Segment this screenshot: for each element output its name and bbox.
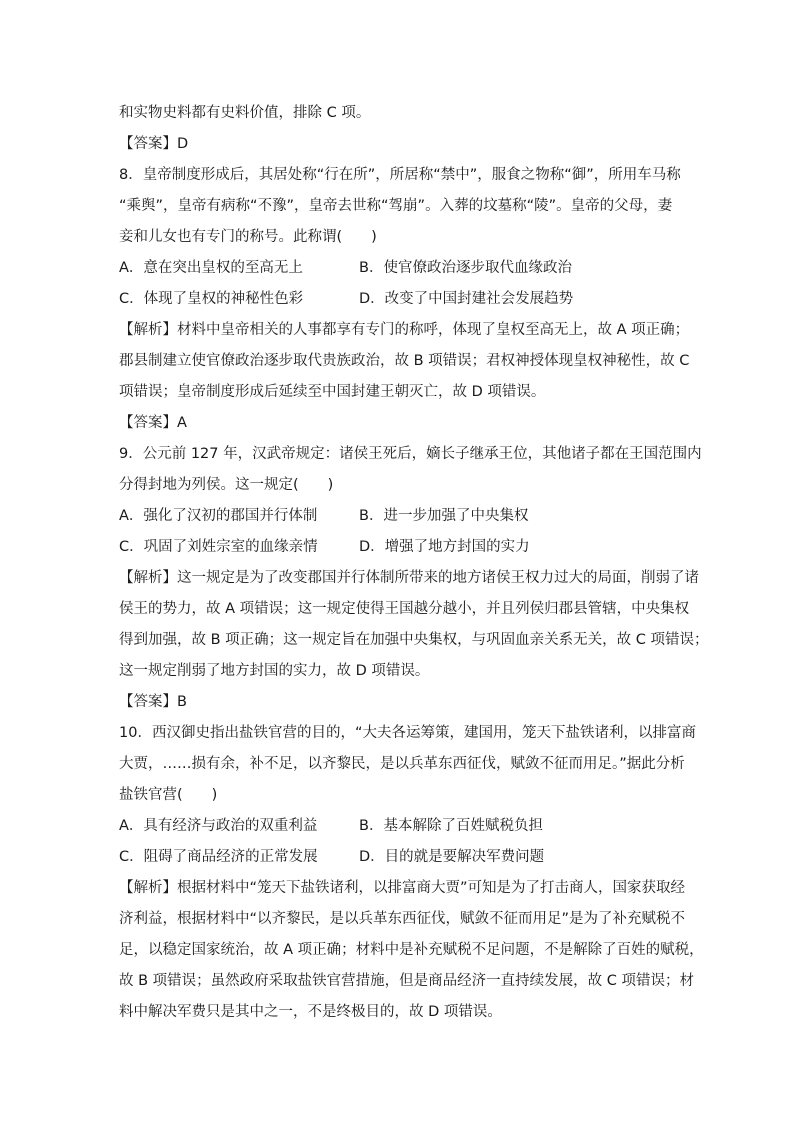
question-10 <box>119 721 704 1025</box>
option-c: C．体现了皇权的神秘性色彩 <box>119 291 304 307</box>
answer-line: 【答案】A <box>119 415 187 431</box>
options-row <box>119 535 687 560</box>
options-row <box>119 256 687 281</box>
question-stem-line: “乘舆”，皇帝有病称“不豫”，皇帝去世称“驾崩”。入葬的坟墓称“陵”。皇帝的父母，妻 <box>119 198 673 214</box>
option-b: B．基本解除了百姓赋税负担 <box>359 818 543 834</box>
question-stem-line: 大贾，……损有余，补不足，以齐黎民，是以兵革东西征伐，赋敛不征而用足。”据此分析 <box>119 756 685 772</box>
question-stem-line: 8．皇帝制度形成后，其居处称“行在所”，所居称“禁中”，服食之物称“御”，所用车马称 <box>119 167 681 183</box>
option-b: B．使官僚政治逐步取代血缘政治 <box>359 260 572 276</box>
option-c: C．巩固了刘姓宗室的血缘亲情 <box>119 539 318 555</box>
option-d: D．目的就是要解决军费问题 <box>359 849 545 865</box>
answer-line: 【答案】D <box>119 136 189 152</box>
options-row <box>119 814 687 839</box>
question-stem-line: 9．公元前 127 年，汉武帝规定：诸侯王死后，嫡长子继承王位，其他诸子都在王国范围内 <box>119 446 702 462</box>
answer-line: 【答案】B <box>119 694 187 710</box>
analysis-line: 这一规定削弱了地方封国的实力，故 D 项错误。 <box>119 663 430 679</box>
analysis-line: 得到加强，故 B 项正确；这一规定旨在加强中央集权，与巩固血亲关系无关，故 C 项错误； <box>119 632 709 648</box>
options-row <box>119 845 687 870</box>
analysis-line: 【解析】这一规定是为了改变郡国并行体制所带来的地方诸侯王权力过大的局面，削弱了诸 <box>119 570 699 586</box>
analysis-line: 【解析】材料中皇帝相关的人事都享有专门的称呼，体现了皇权至高无上，故 A 项正确； <box>119 322 690 338</box>
question-stem-line: 分得封地为列侯。这一规定( ) <box>119 477 334 493</box>
analysis-line: 侯王的势力，故 A 项错误；这一规定使得王国越分越小，并且列侯归郡县管辖，中央集权 <box>119 601 690 617</box>
option-d: D．改变了中国封建社会发展趋势 <box>359 291 574 307</box>
analysis-line: 【解析】根据材料中“笼天下盐铁诸利，以排富商大贾”可知是为了打击商人，国家获取经 <box>119 880 686 896</box>
question-stem-line: 妾和儿女也有专门的称号。此称谓( ) <box>119 229 377 245</box>
document-content <box>119 101 709 1031</box>
analysis-line: 郡县制建立使官僚政治逐步取代贵族政治，故 B 项错误；君权神授体现皇权神秘性，故 C <box>119 353 690 369</box>
analysis-line: 故 B 项错误；虽然政府采取盐铁官营措施，但是商品经济一直持续发展，故 C 项错误；材 <box>119 973 695 989</box>
options-row <box>119 287 687 312</box>
question-stem-line: 盐铁官营( ) <box>119 787 218 803</box>
option-c: C．阻碍了商品经济的正常发展 <box>119 849 318 865</box>
analysis-line: 足，以稳定国家统治，故 A 项正确；材料中是补充赋税不足问题，不是解除了百姓的赋税， <box>119 942 704 958</box>
option-a: A．具有经济与政治的双重利益 <box>119 818 318 834</box>
analysis-line: 济利益，根据材料中“以齐黎民，是以兵革东西征伐，赋敛不征而用足”是为了补充赋税不 <box>119 911 686 927</box>
option-a: A．意在突出皇权的至高无上 <box>119 260 303 276</box>
options-row <box>119 504 687 529</box>
question-9 <box>119 442 709 715</box>
question-8 <box>119 163 690 436</box>
question-stem-line: 10．西汉御史指出盐铁官营的目的，“大夫各运筹策，建国用，笼天下盐铁诸利，以排富商 <box>119 725 696 741</box>
analysis-line: 料中解决军费只是其中之一，不是终极目的，故 D 项错误。 <box>119 1004 502 1020</box>
intro-text: 和实物史料都有史料价值，排除 C 项。 <box>119 105 371 121</box>
analysis-line: 项错误；皇帝制度形成后延续至中国封建王朝灭亡，故 D 项错误。 <box>119 384 546 400</box>
option-b: B．进一步加强了中央集权 <box>359 508 529 524</box>
option-a: A．强化了汉初的郡国并行体制 <box>119 508 318 524</box>
option-d: D．增强了地方封国的实力 <box>359 539 530 555</box>
